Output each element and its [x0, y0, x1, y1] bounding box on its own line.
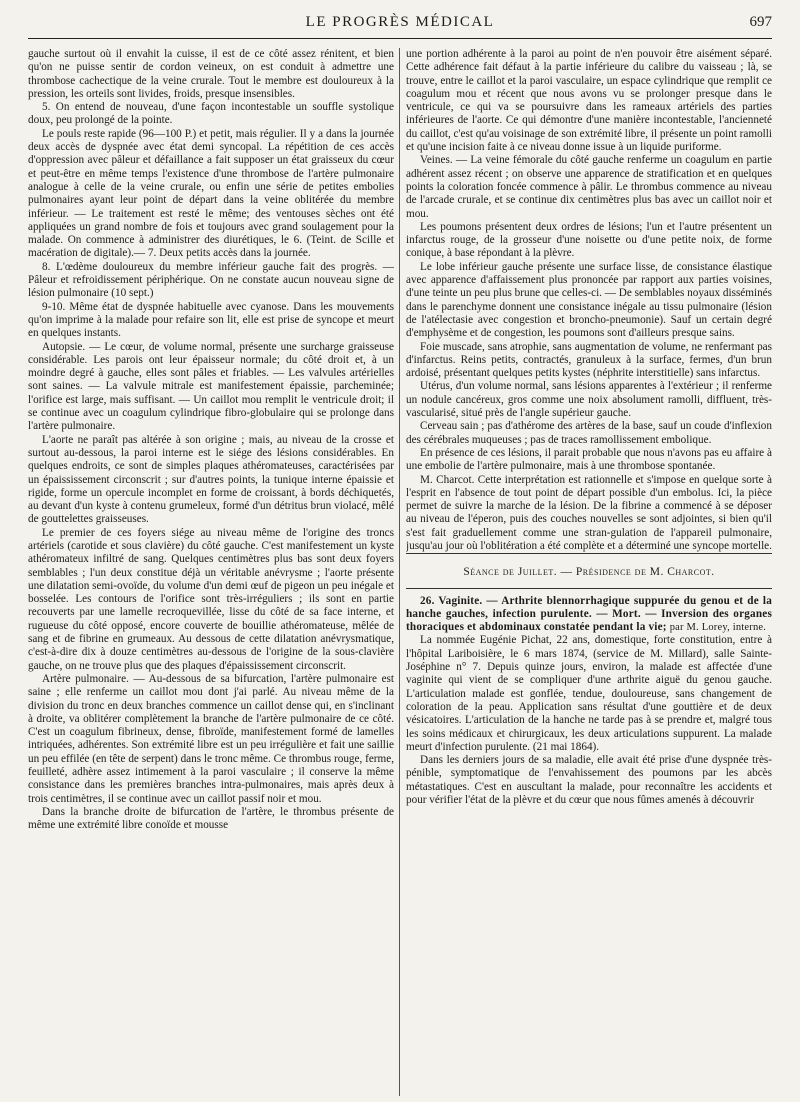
case-number-title: 26. Vaginite. — Arthrite blennorrhagique suppurée du genou et de la hanche gauches, infection purulente. — Mort. — Inversion des organes thoraciques et abdominaux constatée pendant la vie; [406, 594, 772, 634]
case-author: par M. Lorey, interne. [669, 622, 767, 634]
paragraph: Le lobe inférieur gauche présente une surface lisse, de consistance élastique avec apparence d'affaissement plus prononcée par rapport aux parties voisines, d'une teinte un peu plus brune que celles-ci. — De semblables noyaux disséminés dans le parenchyme donnent une consistance inégale au tissu pulmonaire (lésion de l'atélectasie avec congestion et broncho-pneumonie). Sauf un certain degré d'emphysème et de congestion, les poumons sont d'ailleurs presque sains. [406, 260, 772, 340]
paragraph: Cerveau sain ; pas d'athérome des artères de la base, sauf un coude d'inflexion des cérébrales muqueuses ; pas de traces ramollissement embolique. [406, 420, 772, 446]
paragraph: Le premier de ces foyers siége au niveau même de l'origine des troncs artériels (carotide et sous clavière) du côté gauche. C'est manifestement un kyste athéromateux infiltré de sang. Quelques centimètres plus bas sont deux foyers semblables ; l'un deux constitue déjà un véritable anévrysme ; l'aorte présente une dilatation semi-ovoïde, du volume d'un demi œuf de pigeon un peu inégale et bosselée. Les contours de l'orifice sont très-irréguliers ; ils sont en partie recouverts par une lamelle recroquevillée, lisse du côté de sa face interne, et rugueuse du côté opposé, encore couverte de bouillie athéromateuse, mêlée de sang et de fibrine en grumeaux. Au dessous de cette dilatation anévrysmatique, c'est-à-dire dix à douze centimètres au-dessous de l'origine de la sous-clavière gauche, on ne trouve plus que des plaques d'épaississement circonscrit. [28, 526, 394, 672]
page-number: 697 [749, 14, 772, 30]
paragraph: Utérus, d'un volume normal, sans lésions apparentes à l'extérieur ; il renferme un nodule cancéreux, gros comme une noix absolument ramolli, diffluent, très-vascularisé, situé près de l'angle supérieur gauche. [406, 380, 772, 420]
text-columns [28, 48, 772, 1096]
right-column [406, 48, 772, 1096]
paragraph: L'aorte ne paraît pas altérée à son origine ; mais, au niveau de la crosse et surtout au-dessous, la paroi interne est le siége des lésions considérables. En quelques endroits, ce sont de simples plaques athéromateuses, caractérisées par un épaississement circonscrit ; sur d'autres points, la tunique interne épaissie et rigide, forme un opercule incomplet en forme de croissant, à bords déchiquetés, au devant d'un kyste à contenu grumeleux, formé d'un détritus brun violacé, mêlé de gouttelettes graisseuses. [28, 433, 394, 526]
paragraph: 8. L'œdème douloureux du membre inférieur gauche fait des progrès. — Pâleur et refroidissement périphérique. On ne constate aucun nouveau signe de lésion pulmonaire (10 sept.) [28, 260, 394, 300]
paragraph: Les poumons présentent deux ordres de lésions; l'un et l'autre présentent un infarctus rouge, de la grosseur d'une noisette ou d'une petite noix, de forme conique, à base répondant à la plèvre. [406, 220, 772, 260]
right-column-bottom [406, 634, 772, 807]
paragraph: 9-10. Même état de dyspnée habituelle avec cyanose. Dans les mouvements qu'on imprime à la malade pour refaire son lit, elle est prise de syncope et meurt en quelques instants. [28, 300, 394, 340]
paragraph: 5. On entend de nouveau, d'une façon incontestable un souffle systolique doux, peu prolongé de la pointe. [28, 101, 394, 127]
paragraph: Veines. — La veine fémorale du côté gauche renferme un coagulum en partie adhérent assez récent ; on observe une apparence de stratification et en quelques points la coloration foncée commence à pâlir. Le thrombus commence au niveau de l'arcade crurale, et se continue dix centimètres plus bas avec un caillot noir et mou. [406, 154, 772, 220]
journal-title: LE PROGRÈS MÉDICAL [305, 14, 495, 30]
paragraph: Autopsie. — Le cœur, de volume normal, présente une surcharge graisseuse considérable. Les parois ont leur épaisseur normale; du côté droit et, à un moindre degré à gauche, elles sont pâles et friables. — Les valvules artérielles sont saines. — La valvule mitrale est manifestement épaissie, parcheminée; l'orifice est large, mais suffisant. — Un caillot mou remplit le ventricule droit; il se continue avec un coagulum cylindrique fibro-globulaire qui se prolonge dans l'artère pulmonaire. [28, 340, 394, 433]
paragraph: Le pouls reste rapide (96—100 P.) et petit, mais régulier. Il y a dans la journée deux accès de dyspnée avec état demi syncopal. La répétition de ces accès d'oppression avec pâleur et défaillance a fait supposer un état graisseux du cœur et peut-être en même temps l'existence d'une thrombose de l'artère pulmonaire analogue à celle de la veine crurale, ou enfin une série de petites embolies pulmonaires ayant leur point de départ dans la veine oblitérée du membre inférieur. — Le traitement est resté le même; des ventouses sèches ont été appliquées un grand nombre de fois et toujours avec grand soulagement pour la malade. On commence à administrer des diurétiques, le 6. (Teint. de Scille et macération de digitale).— 7. Deux petits accès dans la journée. [28, 127, 394, 260]
paragraph: Artère pulmonaire. — Au-dessous de sa bifurcation, l'artère pulmonaire est saine ; elle renferme un caillot mou dont j'ai parlé. Au niveau même de la division du tronc en deux branches commence un caillot dense qui, en s'inclinant à droite, va oblitérer complètement la branche de l'artère pulmonaire de ce côté. C'est un coagulum fibrineux, dense, fibroïde, manifestement formé de lamelles intriquées, adhérentes. Son extrémité libre est un peu irrégulière et fait une saillie un peu effilée (en tête de serpent) dans le tronc même. Ce thrombus rouge, ferme, feuilleté, adhère assez intimement à la paroi vasculaire ; il conserve la même consistance dans les premières branches intra-pulmonaires, mais après deux à trois centimètres, il se continue avec un caillot passif noir et mou. [28, 672, 394, 805]
paragraph: Dans la branche droite de bifurcation de l'artère, le thrombus présente de même une extrémité libre conoïde et mousse [28, 805, 394, 832]
right-column-top [406, 48, 772, 553]
paragraph: Dans les derniers jours de sa maladie, elle avait été prise d'une dyspnée très-pénible, symptomatique de l'envahissement des poumons par les abcès métastatiques. C'est en auscultant la malade, pour reconnaître les accidents et pour vérifier l'état de la plèvre et du cœur que nous fûmes amenés à découvrir [406, 754, 772, 807]
page-header [28, 12, 772, 39]
paragraph: une portion adhérente à la paroi au point de n'en pouvoir être aisément séparé. Cette adhérence fait défaut à la partie inférieure du calibre du vaisseau ; là, se trouve, entre le caillot et la paroi vasculaire, un espace cylindrique que remplit ce coagulum mou et récent que nous avons vu se prolonger presque dans le ventricule, ce qui va se poursuivre dans les rameaux artériels des parties inférieures de l'aorte. Ce qui démontre d'une manière incontestable, l'ancienneté du caillot, c'est qu'au voisinage de son extrémité libre, il présente un point ramolli et qu'une incision faite à ce niveau donne issue à un liquide puriforme. [406, 48, 772, 154]
section-rule-top [406, 553, 772, 554]
paragraph: Foie muscade, sans atrophie, sans augmentation de volume, ne renfermant pas d'infarctus. Reins petits, contractés, granuleux à la surface, fermes, d'un brun ardoisé, présentant quelques petits kystes (néphrite interstitielle) sans infarctus. [406, 340, 772, 380]
paragraph: La nommée Eugénie Pichat, 22 ans, domestique, forte constitution, entre à l'hôpital Lariboisière, le 6 mars 1874, (service de M. Millard), salle Sainte-Joséphine n° 7. Depuis quinze jours, environ, la malade est affectée d'une vaginite qui vient de se compliquer d'une arthrite aiguë du genou gauche. L'articulation malade est gonflée, tendue, douloureuse, sans changement de coloration de la peau. Application sans résultat d'une gouttière et de deux vésicatoires. L'articulation de la hanche ne tarde pas à se prendre et, malgré tous les soins médicaux et chirurgicaux, les deux articulations suppurent. La malade meurt d'infection purulente. (21 mai 1864). [406, 634, 772, 753]
section-rule-bottom [406, 588, 772, 589]
paragraph: gauche surtout où il envahit la cuisse, il est de ce côté assez rénitent, et bien qu'on ne puisse sentir de cordon veineux, on est conduit à admettre une thrombose cachectique de la veine crurale. Tout le membre est douloureux à la pression, les orteils sont livides, froids, presque insensibles. [28, 48, 394, 100]
case-title [406, 595, 772, 635]
paragraph: M. Charcot. Cette interprétation est rationnelle et s'impose en quelque sorte à l'esprit en l'absence de tout point de départ possible d'un embolus. Ici, la pièce permet de suivre la marche de la lésion. De la fibrine a commencé à se déposer au niveau de l'éperon, puis des couches nouvelles se sont adjointes, si bien qu'il s'est fait graduellement comme une stran-gulation de l'appareil pulmonaire, jusqu'au jour où l'oblitération a été complète et a déterminé une syncope mortelle. [406, 473, 772, 552]
section-heading: Séance de Juillet. — Présidence de M. Charcot. [463, 566, 715, 579]
left-column [28, 48, 394, 1096]
paragraph: En présence de ces lésions, il parait probable que nous n'avons pas eu affaire à une embolie de l'artère pulmonaire, mais à une thrombose spontanée. [406, 446, 772, 473]
